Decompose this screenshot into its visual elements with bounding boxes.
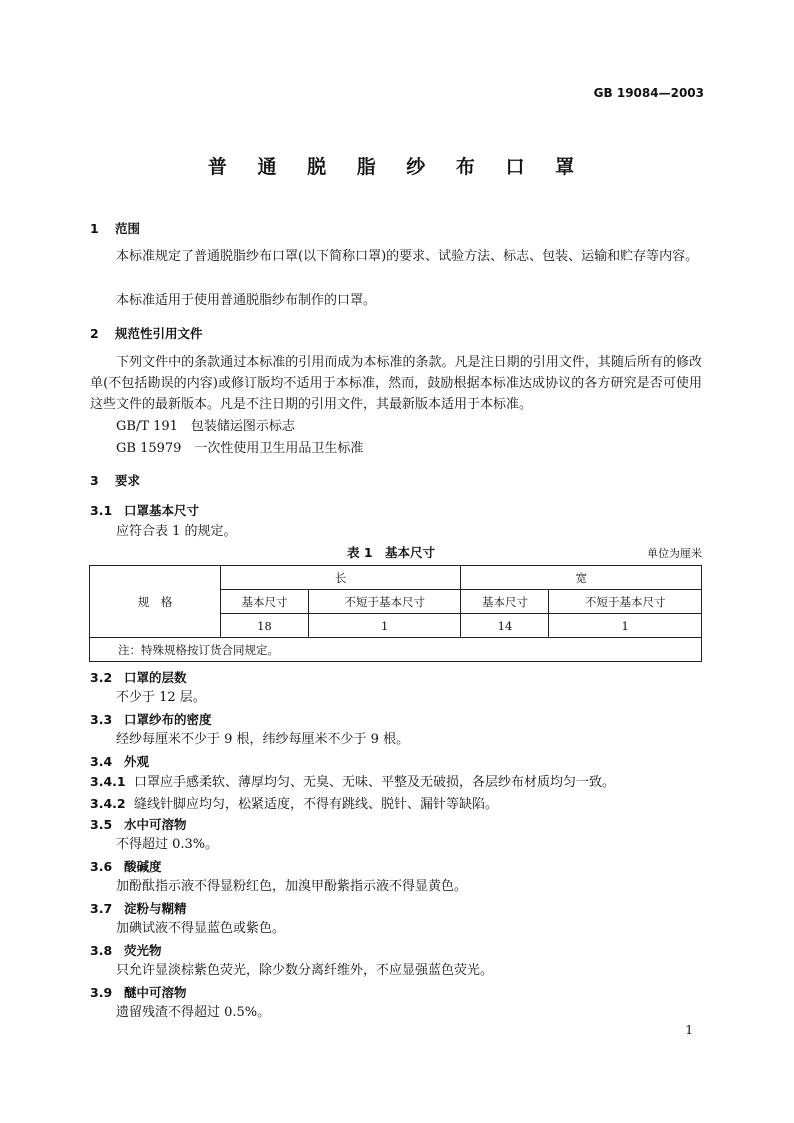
subsection-title: 酸碱度 bbox=[124, 859, 162, 874]
subsection-title: 外观 bbox=[124, 754, 150, 769]
section-1-heading bbox=[90, 219, 140, 237]
table-row bbox=[90, 638, 702, 662]
subsection-title: 水中可溶物 bbox=[124, 817, 187, 832]
subsection-number: 3.1 bbox=[90, 503, 113, 518]
subsection-heading bbox=[90, 899, 187, 917]
paragraph: 应符合表 1 的规定。 bbox=[116, 524, 237, 539]
clause-number: 3.4.2 bbox=[90, 796, 126, 811]
table-cell: 1 bbox=[549, 614, 702, 638]
paragraph: 下列文件中的条款通过本标准的引用而成为本标准的条款。凡是注日期的引用文件，其随后所有的修改单(不包括勘误的内容)或修订版均不适用于本标准，然而，鼓励根据本标准达成协议的各方研究是否可使用这些文件的最新版本。凡是不注日期的引用文件，其最新版本适用于本标准。 bbox=[90, 355, 702, 412]
table-subheader: 基本尺寸 bbox=[461, 590, 549, 614]
subsection-title: 荧光物 bbox=[124, 943, 162, 958]
page-number: 1 bbox=[685, 1023, 693, 1037]
subsection-number: 3.9 bbox=[90, 985, 113, 1000]
section-number: 1 bbox=[90, 221, 99, 236]
subsection-number: 3.4 bbox=[90, 754, 113, 769]
subsection-number: 3.2 bbox=[90, 670, 113, 685]
table-header-length: 长 bbox=[221, 566, 461, 590]
paragraph: 遗留残渣不得超过 0.5%。 bbox=[116, 1005, 271, 1020]
subsection-title: 口罩的层数 bbox=[124, 670, 187, 685]
table-cell: 14 bbox=[461, 614, 549, 638]
subsection-number: 3.6 bbox=[90, 859, 113, 874]
subsection-heading bbox=[90, 983, 187, 1001]
clause bbox=[90, 771, 615, 793]
subsection-number: 3.7 bbox=[90, 901, 113, 916]
subsection-heading bbox=[90, 710, 212, 728]
section-title: 范围 bbox=[115, 221, 141, 236]
dimensions-table bbox=[89, 565, 702, 662]
table-subheader: 不短于基本尺寸 bbox=[549, 590, 702, 614]
subsection-title: 口罩纱布的密度 bbox=[124, 712, 212, 727]
paragraph: 加酚酞指示液不得显粉红色，加溴甲酚紫指示液不得显黄色。 bbox=[116, 879, 468, 894]
subsection-heading bbox=[90, 815, 187, 833]
subsection-heading bbox=[90, 752, 149, 770]
section-title: 要求 bbox=[115, 473, 141, 488]
table-row-header: 规 格 bbox=[90, 566, 221, 638]
table-header-width: 宽 bbox=[461, 566, 702, 590]
paragraph: 不得超过 0.3%。 bbox=[116, 837, 219, 852]
document-title: 普 通 脱 脂 纱 布 口 罩 bbox=[207, 156, 587, 178]
reference-item: GB/T 191 包装储运图示标志 bbox=[116, 419, 295, 434]
subsection-heading bbox=[90, 857, 162, 875]
subsection-heading bbox=[90, 501, 199, 519]
section-2-heading bbox=[90, 324, 203, 342]
table-unit: 单位为厘米 bbox=[647, 547, 702, 560]
subsection-title: 醚中可溶物 bbox=[124, 985, 187, 1000]
section-number: 2 bbox=[90, 326, 99, 341]
subsection-heading bbox=[90, 668, 187, 686]
paragraph: 本标准规定了普通脱脂纱布口罩(以下简称口罩)的要求、试验方法、标志、包装、运输和贮存等内容。 bbox=[116, 249, 699, 264]
clause-text: 口罩应手感柔软、薄厚均匀、无臭、无味、平整及无破损，各层纱布材质均匀一致。 bbox=[134, 775, 616, 790]
table-subheader: 基本尺寸 bbox=[221, 590, 309, 614]
reference-item: GB 15979 一次性使用卫生用品卫生标准 bbox=[116, 441, 364, 456]
clause bbox=[90, 793, 498, 815]
subsection-number: 3.3 bbox=[90, 712, 113, 727]
subsection-heading bbox=[90, 941, 162, 959]
subsection-title: 淀粉与糊精 bbox=[124, 901, 187, 916]
table-cell: 18 bbox=[221, 614, 309, 638]
clause-text: 缝线针脚应均匀，松紧适度，不得有跳线、脱针、漏针等缺陷。 bbox=[134, 797, 499, 812]
paragraph: 不少于 12 层。 bbox=[116, 690, 206, 705]
table-row bbox=[90, 566, 702, 590]
paragraph: 只允许显淡棕紫色荧光，除少数分离纤维外，不应显强蓝色荧光。 bbox=[116, 963, 494, 978]
table-subheader: 不短于基本尺寸 bbox=[308, 590, 461, 614]
standard-number: GB 19084—2003 bbox=[593, 86, 704, 100]
paragraph: 本标准适用于使用普通脱脂纱布制作的口罩。 bbox=[116, 293, 377, 308]
clause-number: 3.4.1 bbox=[90, 774, 126, 789]
section-number: 3 bbox=[90, 473, 99, 488]
table-cell: 1 bbox=[308, 614, 461, 638]
paragraph: 经纱每厘米不少于 9 根，纬纱每厘米不少于 9 根。 bbox=[116, 732, 410, 747]
table-note: 注：特殊规格按订货合同规定。 bbox=[90, 638, 702, 662]
section-3-heading bbox=[90, 471, 140, 489]
table-caption: 表 1 基本尺寸 bbox=[347, 545, 436, 560]
section-title: 规范性引用文件 bbox=[115, 326, 203, 341]
subsection-number: 3.8 bbox=[90, 943, 113, 958]
subsection-number: 3.5 bbox=[90, 817, 113, 832]
subsection-title: 口罩基本尺寸 bbox=[124, 503, 200, 518]
paragraph: 加碘试液不得显蓝色或紫色。 bbox=[116, 921, 286, 936]
